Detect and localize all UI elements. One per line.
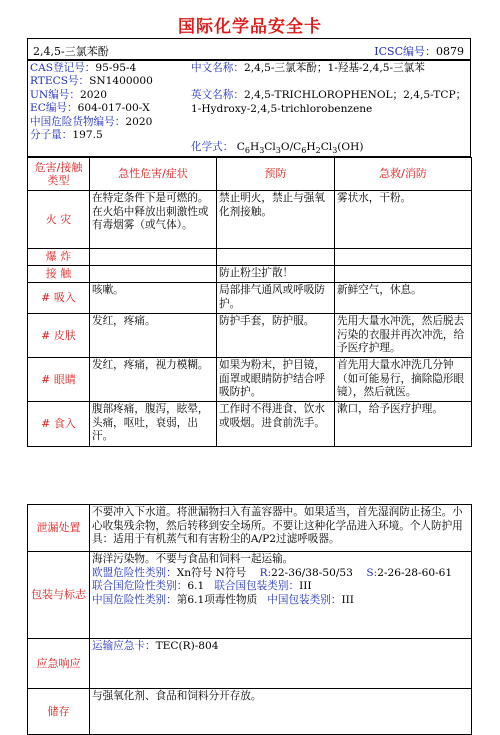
- hazard-header-row: [28, 158, 472, 191]
- row-symptoms: 在特定条件下是可燃的。在火焰中释放出刺激性或有毒烟雾（或气体）。: [90, 191, 217, 249]
- table-row: [28, 358, 472, 402]
- table-row: [28, 266, 472, 283]
- cn-danger-number: 中国危险货物编号：2020: [30, 115, 153, 128]
- row-type-eyes: # 眼睛: [28, 358, 90, 402]
- packaging-label: 包装与标志: [28, 552, 90, 639]
- handling-table: [27, 504, 472, 735]
- row-prevention: 防止粉尘扩散！: [217, 266, 335, 283]
- card-title: 国际化学品安全卡: [178, 17, 322, 37]
- hazard-table: [27, 157, 472, 447]
- packaging-content: [90, 552, 472, 639]
- icsc-value: 0879: [436, 45, 464, 58]
- row-prevention: 防护手套，防护服。: [217, 314, 335, 358]
- row-prevention: 局部排气通风或呼吸防护。: [217, 283, 335, 314]
- chemical-formula: 化学式： $C_6H_3Cl_3O/C_6H_2Cl_3(OH)$: [191, 141, 364, 156]
- row-symptoms: 发红，疼痛，视力模糊。: [90, 358, 217, 402]
- identifiers-left: [30, 62, 190, 142]
- row-firstaid: 首先用大量水冲洗几分钟（如可能易行，摘除隐形眼镜），然后就医。: [335, 358, 472, 402]
- row-firstaid: [335, 266, 472, 283]
- cn-classification: 中国危险性类别：第6.1项毒性物质 中国包装类别：III: [92, 593, 354, 606]
- ec-number: EC编号：604-017-00-X: [30, 102, 150, 115]
- header-symptoms: 急性危害/症状: [90, 158, 217, 191]
- header-firstaid: 急救/消防: [335, 158, 472, 191]
- un-number: UN编号：2020: [30, 88, 107, 101]
- row-prevention: 工作时不得进食、饮水或吸烟。进食前洗手。: [217, 402, 335, 447]
- row-symptoms: 咳嗽。: [90, 283, 217, 314]
- name-bar: [27, 38, 471, 60]
- row-firstaid: 新鲜空气，休息。: [335, 283, 472, 314]
- row-firstaid: 雾状水，干粉。: [335, 191, 472, 249]
- identifiers-section: [27, 60, 471, 157]
- row-firstaid: 漱口，给予医疗护理。: [335, 402, 472, 447]
- molecular-weight: 分子量：197.5: [30, 129, 103, 142]
- row-type-fire: 火 灾: [28, 191, 90, 249]
- cas-number: CAS登记号：95-95-4: [30, 62, 137, 74]
- storage-label: 储存: [28, 689, 90, 735]
- formula-value: $C_6H_3Cl_3O/C_6H_2Cl_3(OH)$: [236, 141, 364, 156]
- row-prevention: 禁止明火，禁止与强氧化剂接触。: [217, 191, 335, 249]
- table-row: [28, 283, 472, 314]
- table-row: [28, 402, 472, 447]
- header-type: 危害/接触类型: [28, 158, 90, 191]
- row-firstaid: [335, 249, 472, 266]
- english-name-2: 1-Hydroxy-2,4,5-trichlorobenzene: [191, 102, 373, 115]
- marine-pollutant: 海洋污染物。不要与食品和饲料一起运输。: [92, 553, 294, 565]
- spill-label: 泄漏处置: [28, 505, 90, 552]
- row-symptoms: 腹部疼痛，腹泻，眩晕，头痛，呕吐，衰弱，出汗。: [90, 402, 217, 447]
- emergency-label: 应急响应: [28, 639, 90, 689]
- row-type-contact: 接 触: [28, 266, 90, 283]
- row-type-inhalation: # 吸入: [28, 283, 90, 314]
- english-name: 英文名称：2,4,5-TRICHLOROPHENOL；2,4,5-TCP；: [191, 89, 467, 102]
- chinese-name: 中文名称：2,4,5-三氯苯酚；1-羟基-2,4,5-三氯苯: [191, 62, 425, 74]
- row-type-explosion: 爆 炸: [28, 249, 90, 266]
- emergency-content: 运输应急卡：TEC(R)-804: [90, 639, 472, 689]
- packaging-row: [28, 552, 472, 639]
- header-prevention: 预防: [217, 158, 335, 191]
- emergency-row: [28, 639, 472, 689]
- identifiers-right: [191, 62, 469, 116]
- row-prevention: [217, 249, 335, 266]
- icsc-number: [374, 43, 464, 59]
- storage-text: 与强氧化剂、食品和饲料分开存放。: [90, 689, 472, 735]
- row-symptoms: 发红，疼痛。: [90, 314, 217, 358]
- row-symptoms: [90, 266, 217, 283]
- spill-text: 不要冲入下水道。将泄漏物扫入有盖容器中。如果适当，首先湿润防止扬尘。小心收集残余物，然后转移到安全场所。不要让这种化学品进入环境。个人防护用具：适用于有机蒸气和有害粉尘的A/P2过滤呼吸器。: [90, 505, 472, 552]
- table-row: [28, 314, 472, 358]
- row-prevention: 如果为粉末，护目镜，面罩或眼睛防护结合呼吸防护。: [217, 358, 335, 402]
- un-classification: 联合国危险性类别：6.1 联合国包装类别：III: [92, 580, 312, 592]
- chemical-name: 2,4,5-三氯苯酚: [33, 45, 109, 58]
- row-symptoms: [90, 249, 217, 266]
- icsc-label: ICSC编号：: [374, 45, 436, 58]
- rtecs-number: RTECS号：SN1400000: [30, 75, 153, 88]
- table-row: [28, 191, 472, 249]
- spill-row: [28, 505, 472, 552]
- row-firstaid: 先用大量水冲洗，然后脱去污染的衣服并再次冲洗，给予医疗护理。: [335, 314, 472, 358]
- row-type-ingestion: # 食入: [28, 402, 90, 447]
- table-row: [28, 249, 472, 266]
- row-type-skin: # 皮肤: [28, 314, 90, 358]
- storage-row: [28, 689, 472, 735]
- eu-classification: 欧盟危险性类别：Xn符号 N符号 R:22-36/38-50/53 S:2-26-28-60-61: [92, 566, 453, 579]
